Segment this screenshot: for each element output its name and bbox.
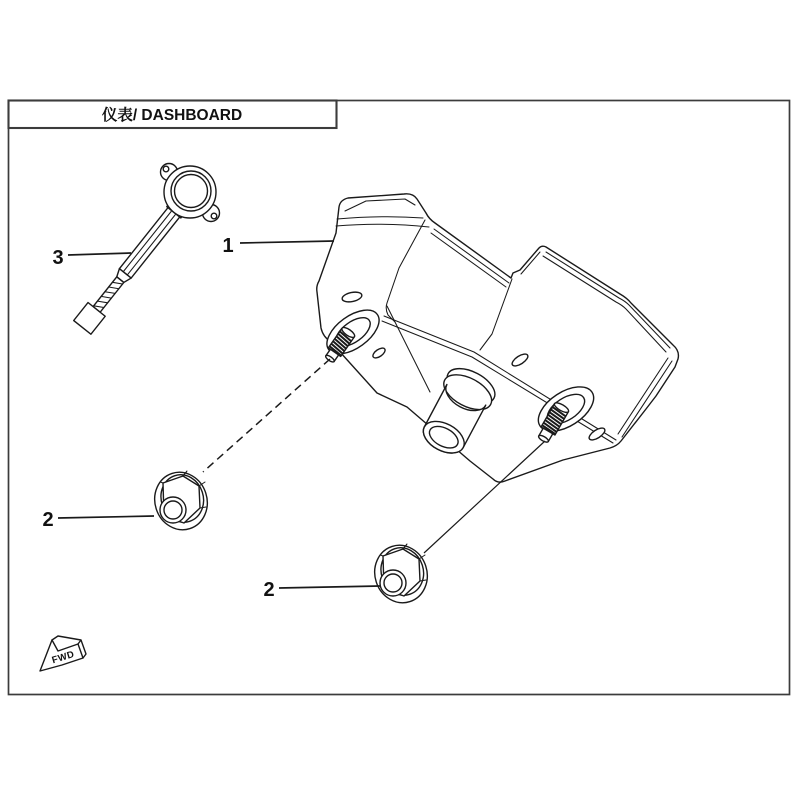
flange-hole: [211, 213, 217, 219]
leader-line-2b: [279, 586, 380, 588]
leader-line-1: [240, 241, 334, 243]
fwd-arrow-label: FWD: [50, 648, 76, 667]
callout-2a: 2: [42, 509, 54, 531]
leader-line-2a: [58, 516, 154, 518]
callout-2b: 2: [263, 579, 275, 601]
callout-3: 3: [52, 247, 64, 269]
flange-nut-front-drawing: [147, 465, 214, 536]
flange-nut-rear-drawing: [367, 538, 434, 609]
sensor-cable-drawing: [74, 164, 220, 335]
dashboard-assembly-drawing: [317, 194, 679, 482]
leader-line-3: [68, 253, 131, 255]
page-title: 仪表/ DASHBOARD: [101, 107, 243, 124]
flange-hole: [163, 166, 169, 172]
assembly-dashed-line-front: [203, 359, 330, 472]
fwd-arrow-icon: [40, 636, 86, 671]
callout-1: 1: [222, 235, 234, 257]
